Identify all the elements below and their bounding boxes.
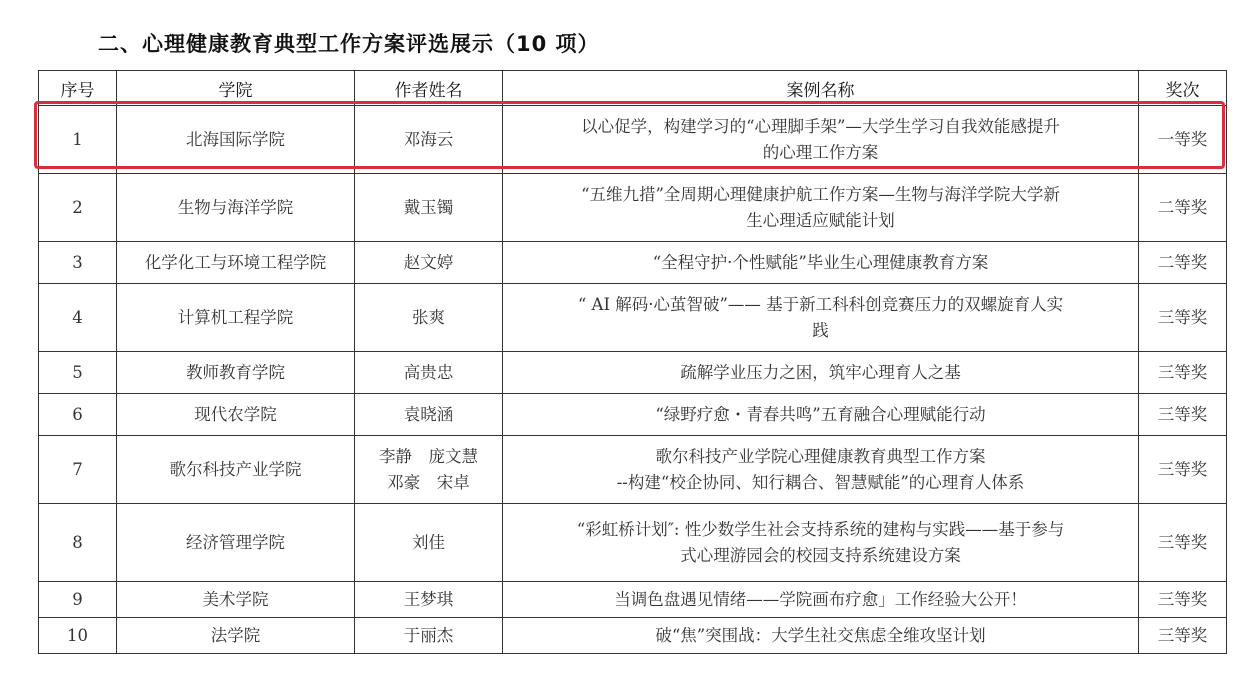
case-name-line: “彩虹桥计划″: 性少数学生社会支持系统的建构与实践——基于参与 <box>576 519 1065 539</box>
row-number: 7 <box>39 436 117 504</box>
case-name-line: 的心理工作方案 <box>762 142 879 162</box>
row-college: 法学院 <box>117 618 355 654</box>
case-name-line: “五维九措”全周期心理健康护航工作方案—生物与海洋学院大学新 <box>581 184 1060 204</box>
header-case: 案例名称 <box>503 71 1139 106</box>
row-case-name <box>503 504 1139 582</box>
header-author: 作者姓名 <box>355 71 503 106</box>
row-authors <box>355 582 503 618</box>
row-award: 二等奖 <box>1139 174 1227 242</box>
author-name: 戴玉镯 <box>403 197 454 217</box>
row-college: 计算机工程学院 <box>117 284 355 352</box>
table-row <box>39 582 1227 618</box>
table-row <box>39 106 1227 174</box>
row-award: 一等奖 <box>1139 106 1227 174</box>
header-no: 序号 <box>39 71 117 106</box>
row-college: 化学化工与环境工程学院 <box>117 242 355 284</box>
row-case-name <box>503 352 1139 394</box>
case-name-line: “绿野疗愈・青春共鸣”五育融合心理赋能行动 <box>655 404 986 424</box>
row-number: 6 <box>39 394 117 436</box>
row-authors <box>355 174 503 242</box>
author-name: 袁晓涵 <box>403 404 454 424</box>
row-award: 三等奖 <box>1139 352 1227 394</box>
row-number: 4 <box>39 284 117 352</box>
row-number: 8 <box>39 504 117 582</box>
table-row <box>39 284 1227 352</box>
table-row <box>39 242 1227 284</box>
awards-table <box>38 70 1227 654</box>
table-row <box>39 174 1227 242</box>
case-name-line: “全程守护·个性赋能”毕业生心理健康教育方案 <box>652 252 989 272</box>
row-college: 教师教育学院 <box>117 352 355 394</box>
row-award: 三等奖 <box>1139 504 1227 582</box>
row-case-name <box>503 394 1139 436</box>
header-college: 学院 <box>117 71 355 106</box>
row-authors <box>355 284 503 352</box>
row-college: 现代农学院 <box>117 394 355 436</box>
row-number: 3 <box>39 242 117 284</box>
row-case-name <box>503 284 1139 352</box>
row-authors <box>355 394 503 436</box>
table-row <box>39 394 1227 436</box>
row-case-name <box>503 618 1139 654</box>
row-award: 二等奖 <box>1139 242 1227 284</box>
row-authors <box>355 504 503 582</box>
row-number: 9 <box>39 582 117 618</box>
row-award: 三等奖 <box>1139 618 1227 654</box>
row-college: 经济管理学院 <box>117 504 355 582</box>
author-name: 赵文婷 <box>403 252 454 272</box>
row-case-name <box>503 582 1139 618</box>
author-name: 邓豪 宋卓 <box>387 472 470 492</box>
author-name: 刘佳 <box>412 532 445 552</box>
row-number: 1 <box>39 106 117 174</box>
case-name-line: 式心理游园会的校园支持系统建设方案 <box>680 545 961 565</box>
table-row <box>39 618 1227 654</box>
author-name: 王梦琪 <box>403 589 454 609</box>
table-row <box>39 504 1227 582</box>
case-name-line: 歌尔科技产业学院心理健康教育典型工作方案 <box>655 446 986 466</box>
row-authors <box>355 436 503 504</box>
table-row <box>39 436 1227 504</box>
row-authors <box>355 352 503 394</box>
row-number: 5 <box>39 352 117 394</box>
case-name-line: 破“焦”突围战：大学生社交焦虑全维攻坚计划 <box>655 625 986 645</box>
page-title: 二、心理健康教育典型工作方案评选展示（10 项） <box>98 32 600 56</box>
case-name-line: 以心促学，构建学习的“心理脚手架”—大学生学习自我效能感提升 <box>581 116 1060 136</box>
author-name: 高贵忠 <box>403 362 454 382</box>
row-number: 10 <box>39 618 117 654</box>
row-award: 三等奖 <box>1139 394 1227 436</box>
row-college: 歌尔科技产业学院 <box>117 436 355 504</box>
author-name: 李静 庞文慧 <box>379 446 478 466</box>
row-award: 三等奖 <box>1139 284 1227 352</box>
row-authors <box>355 106 503 174</box>
row-award: 三等奖 <box>1139 582 1227 618</box>
row-number: 2 <box>39 174 117 242</box>
table-row <box>39 352 1227 394</box>
row-authors <box>355 618 503 654</box>
row-authors <box>355 242 503 284</box>
case-name-line: 疏解学业压力之困，筑牢心理育人之基 <box>680 362 961 382</box>
header-award: 奖次 <box>1139 71 1227 106</box>
row-case-name <box>503 174 1139 242</box>
case-name-line: 当调色盘遇见情绪——学院画布疗愈」工作经验大公开！ <box>614 589 1027 609</box>
row-case-name <box>503 436 1139 504</box>
row-college: 美术学院 <box>117 582 355 618</box>
row-award: 三等奖 <box>1139 436 1227 504</box>
row-college: 生物与海洋学院 <box>117 174 355 242</box>
case-name-line: --构建“校企协同、知行耦合、智慧赋能”的心理育人体系 <box>616 472 1025 492</box>
author-name: 邓海云 <box>403 129 454 149</box>
case-name-line: “ AI 解码·心茧智破”—— 基于新工科科创竞赛压力的双螺旋育人实 <box>577 294 1064 314</box>
row-case-name <box>503 242 1139 284</box>
table-header-row <box>39 71 1227 106</box>
row-case-name <box>503 106 1139 174</box>
author-name: 于丽杰 <box>403 625 454 645</box>
case-name-line: 生心理适应赋能计划 <box>746 210 895 230</box>
table-body <box>39 106 1227 654</box>
author-name: 张爽 <box>412 307 445 327</box>
row-college: 北海国际学院 <box>117 106 355 174</box>
case-name-line: 践 <box>812 320 829 340</box>
